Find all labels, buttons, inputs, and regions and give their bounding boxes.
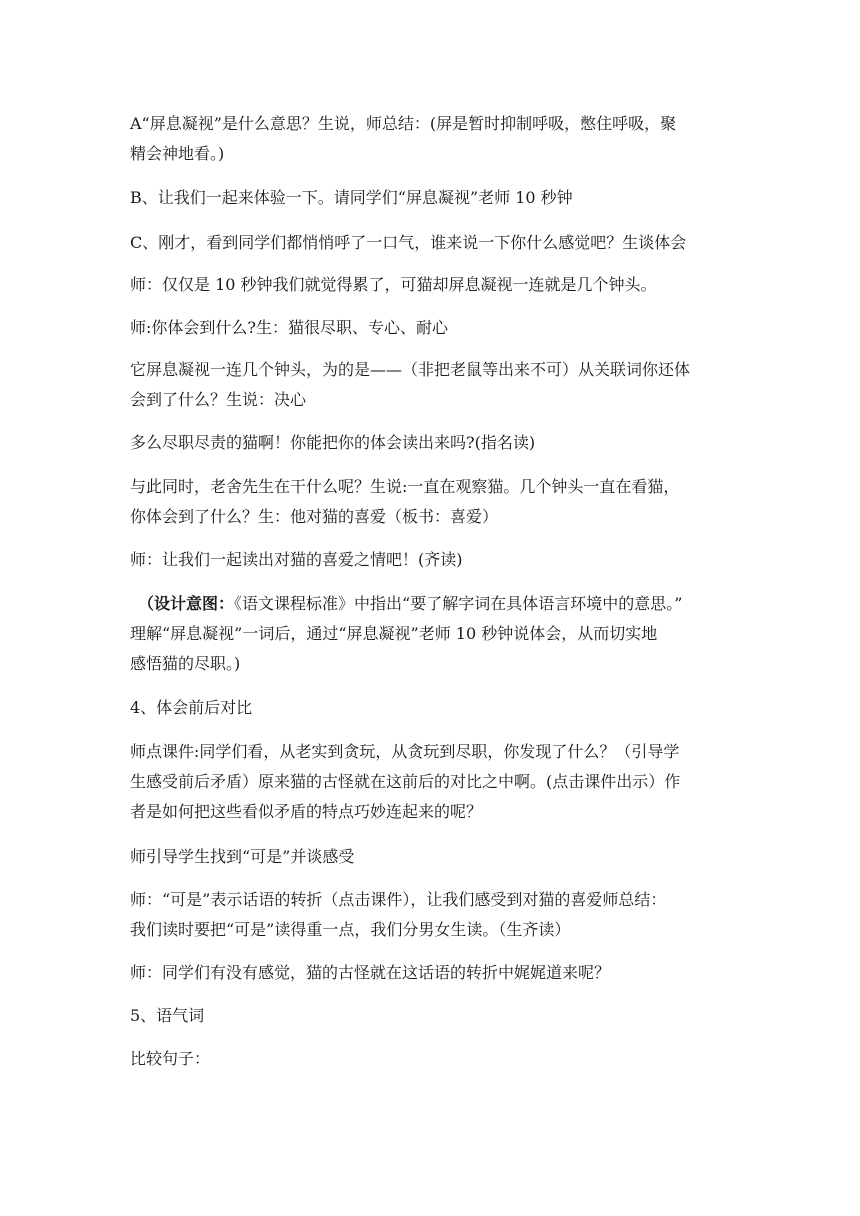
paragraph-10-line-3: 感悟猫的尽职。) [130, 654, 241, 673]
paragraph-10-line-2: 理解“屏息凝视”一词后，通过“屏息凝视”老师 10 秒钟说体会，从而切实地 [130, 624, 658, 643]
section-heading-5 [130, 1001, 735, 1031]
section-heading-4 [130, 693, 735, 723]
paragraph-12-line-1: 师点课件:同学们看，从老实到贪玩，从贪玩到尽职，你发现了什么？（引导学 [130, 742, 680, 761]
paragraph-6-line-2: 会到了什么？生说：决心 [130, 390, 307, 409]
paragraph-5-line-1: 师:你体会到什么?生：猫很尽职、专心、耐心 [130, 318, 448, 337]
paragraph-10-design-intent [130, 589, 735, 679]
paragraph-14-line-2: 我们读时要把“可是”读得重一点，我们分男女生读。（生齐读） [130, 920, 571, 939]
paragraph-8-line-1: 与此同时，老舍先生在干什么呢？生说:一直在观察猫。几个钟头一直在看猫， [130, 477, 680, 496]
paragraph-9-line-1: 师：让我们一起读出对猫的喜爱之情吧！(齐读) [130, 550, 463, 569]
paragraph-6 [130, 355, 735, 415]
paragraph-1-line-2: 精会神地看。) [130, 144, 225, 163]
paragraph-15 [130, 958, 735, 988]
paragraph-2 [130, 183, 735, 213]
paragraph-14 [130, 885, 735, 945]
paragraph-10-line-1: 《语文课程标准》中指出“要了解字词在具体语言环境中的意思。” [234, 594, 683, 613]
design-intent-label: （设计意图： [138, 594, 235, 613]
paragraph-2-line-1: B、让我们一起来体验一下。请同学们“屏息凝视”老师 10 秒钟 [130, 188, 573, 207]
paragraph-1 [130, 109, 735, 169]
paragraph-3-line-1: C、刚才，看到同学们都悄悄呼了一口气，谁来说一下你什么感觉吧？生谈体会 [130, 233, 687, 252]
paragraph-1-line-1: A“屏息凝视”是什么意思？生说，师总结：(屏是暂时抑制呼吸，憋住呼吸，聚 [130, 114, 677, 133]
paragraph-6-line-1: 它屏息凝视一连几个钟头，为的是——（非把老鼠等出来不可）从关联词你还体 [130, 360, 691, 379]
paragraph-15-line-1: 师：同学们有没有感觉，猫的古怪就在这话语的转折中娓娓道来呢？ [130, 963, 611, 982]
paragraph-12 [130, 737, 735, 827]
paragraph-12-line-2: 生感受前后矛盾）原来猫的古怪就在这前后的对比之中啊。(点击课件出示）作 [130, 772, 681, 791]
paragraph-7 [130, 428, 735, 458]
paragraph-8-line-2: 你体会到了什么？生：他对猫的喜爱（板书：喜爱） [130, 507, 499, 526]
paragraph-3 [130, 228, 735, 258]
paragraph-13 [130, 842, 735, 872]
paragraph-4 [130, 270, 735, 300]
paragraph-17-line-1: 比较句子： [130, 1049, 211, 1068]
paragraph-17 [130, 1044, 735, 1074]
paragraph-4-line-1: 师：仅仅是 10 秒钟我们就觉得累了，可猫却屏息凝视一连就是几个钟头。 [130, 275, 657, 294]
paragraph-13-line-1: 师引导学生找到“可是”并谈感受 [130, 847, 355, 866]
paragraph-7-line-1: 多么尽职尽责的猫啊！你能把你的体会读出来吗?(指名读) [130, 433, 536, 452]
section-heading-5-text: 5、语气词 [130, 1006, 205, 1025]
paragraph-8 [130, 472, 735, 532]
section-heading-4-text: 4、体会前后对比 [130, 698, 253, 717]
paragraph-12-line-3: 者是如何把这些看似矛盾的特点巧妙连起来的呢？ [130, 802, 483, 821]
paragraph-5 [130, 313, 735, 343]
paragraph-9 [130, 545, 735, 575]
paragraph-14-line-1: 师：“可是”表示话语的转折（点击课件），让我们感受到对猫的喜爱师总结： [130, 890, 667, 909]
